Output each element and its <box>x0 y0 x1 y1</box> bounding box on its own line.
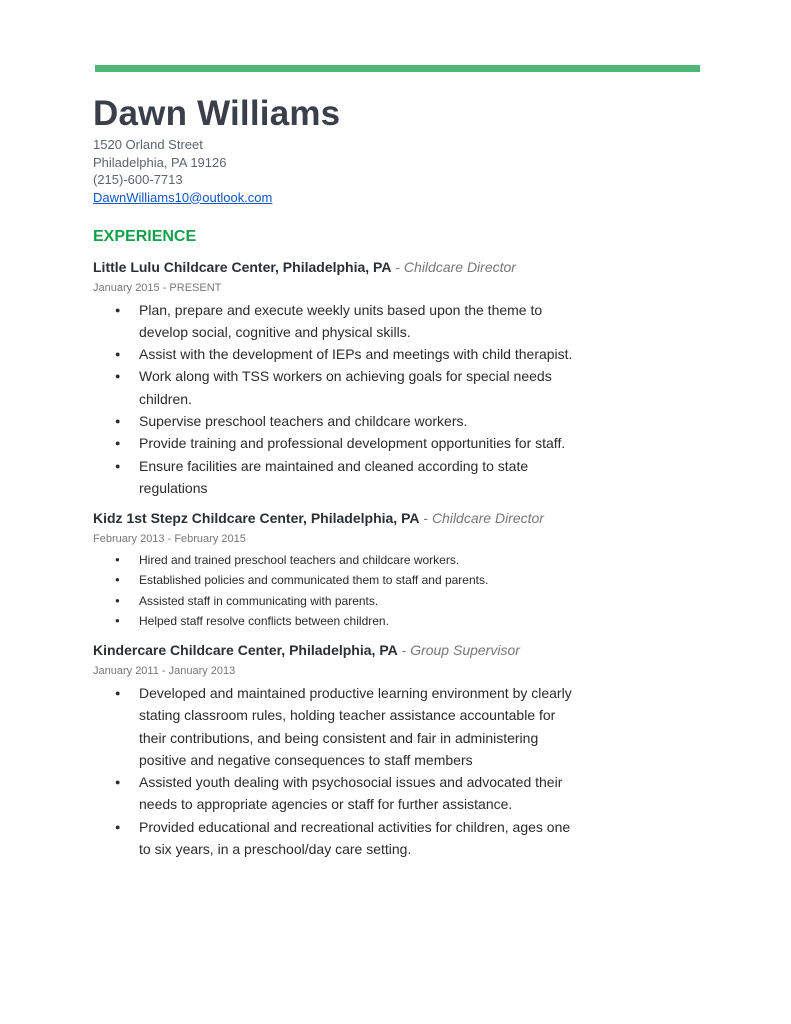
list-item: ● Assisted staff in communicating with parents. <box>139 591 579 611</box>
job-heading <box>93 257 703 277</box>
list-item: ● Work along with TSS workers on achieving goals for special needs children. <box>139 365 579 410</box>
header-accent-rule <box>95 65 700 72</box>
job-bullet-list <box>93 682 703 860</box>
list-item: ● Established policies and communicated them to staff and parents. <box>139 570 579 590</box>
job-dates: February 2013 - February 2015 <box>93 533 246 546</box>
job-entry <box>93 508 703 631</box>
city-state-zip: Philadelphia, PA 19126 <box>93 154 227 170</box>
job-role: Childcare Director <box>403 258 516 275</box>
list-item: ● Ensure facilities are maintained and cleaned according to state regulations <box>139 455 579 500</box>
job-bullet-list <box>93 299 703 500</box>
experience-section-title: EXPERIENCE <box>93 227 197 245</box>
list-item: ● Provide training and professional development opportunities for staff. <box>139 432 579 454</box>
job-separator: - <box>391 258 404 275</box>
list-item: ● Assist with the development of IEPs and meetings with child therapist. <box>139 343 579 365</box>
job-heading <box>93 508 703 528</box>
job-dates: January 2011 - January 2013 <box>93 664 236 677</box>
resume-page <box>93 92 703 860</box>
job-company: Kindercare Childcare Center, Philadelphia, PA <box>93 641 398 658</box>
candidate-name: Dawn Williams <box>93 94 341 133</box>
email-link[interactable]: DawnWilliams10@outlook.com <box>93 189 273 205</box>
job-role: Childcare Director <box>431 510 544 527</box>
phone-number: (215)-600-7713 <box>93 172 183 187</box>
job-company: Little Lulu Childcare Center, Philadelphia, PA <box>93 258 392 275</box>
job-bullet-list <box>93 550 703 631</box>
list-item: ● Developed and maintained productive learning environment by clearly stating classroom rules, holding teacher assistance accountable for their contributions, and being consistent and fair in administering positive and negative consequences to staff members <box>139 682 579 771</box>
job-entry <box>93 640 703 860</box>
list-item: ● Supervise preschool teachers and childcare workers. <box>139 410 579 432</box>
job-dates: January 2015 - PRESENT <box>93 281 222 294</box>
job-separator: - <box>397 641 411 658</box>
job-heading <box>93 640 703 660</box>
street-address: 1520 Orland Street <box>93 137 203 152</box>
list-item: ● Hired and trained preschool teachers and childcare workers. <box>139 550 579 570</box>
job-entry <box>93 257 703 500</box>
list-item: ● Helped staff resolve conflicts between children. <box>139 611 579 631</box>
contact-block <box>93 92 703 207</box>
list-item: ● Assisted youth dealing with psychosocial issues and advocated their needs to appropriate agencies or staff for further assistance. <box>139 771 579 816</box>
job-company: Kidz 1st Stepz Childcare Center, Philadelphia, PA <box>93 510 420 527</box>
job-role: Group Supervisor <box>410 641 520 658</box>
list-item: ● Plan, prepare and execute weekly units based upon the theme to develop social, cognitive and physical skills. <box>139 299 579 344</box>
list-item: ● Provided educational and recreational activities for children, ages one to six years, in a preschool/day care setting. <box>139 816 579 861</box>
job-separator: - <box>419 510 432 527</box>
